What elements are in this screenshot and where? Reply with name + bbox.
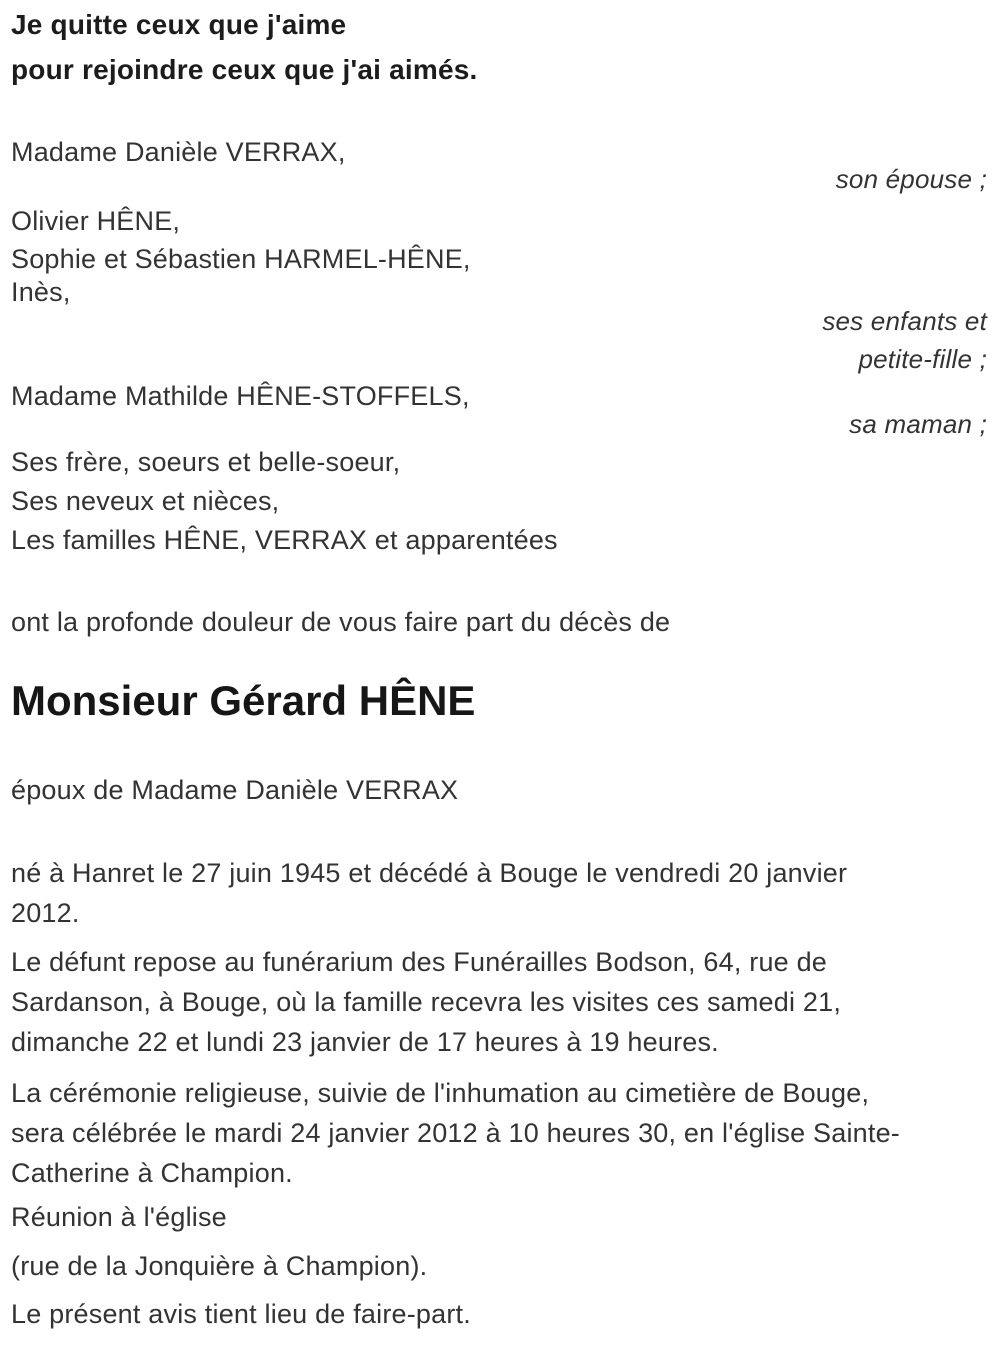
repose-line-1: Le défunt repose au funérarium des Funérailles Bodson, 64, rue de (11, 947, 828, 977)
mourner-families: Les familles HÊNE, VERRAX et apparentées (11, 525, 558, 555)
meeting-line: Réunion à l'église (11, 1202, 227, 1232)
ceremony-line-2: sera célébrée le mardi 24 janvier 2012 à 10 heures 30, en l'église Sainte- (11, 1118, 900, 1148)
attribution-children-1: ses enfants et (822, 306, 987, 336)
closing-line: Le présent avis tient lieu de faire-part. (11, 1299, 471, 1329)
epigraph-line-1: Je quitte ceux que j'aime (11, 9, 347, 40)
mourner-name-mother: Madame Mathilde HÊNE-STOFFELS, (11, 381, 470, 411)
ceremony-line-3: Catherine à Champion. (11, 1158, 293, 1188)
ceremony-line-1: La cérémonie religieuse, suivie de l'inhumation au cimetière de Bouge, (11, 1078, 870, 1108)
repose-line-3: dimanche 22 et lundi 23 janvier de 17 heures à 19 heures. (11, 1027, 719, 1057)
mourner-name-son: Olivier HÊNE, (11, 206, 181, 236)
mourner-name-granddaughter: Inès, (11, 277, 71, 307)
deceased-name-title: Monsieur Gérard HÊNE (11, 677, 476, 724)
announcement-line: ont la profonde douleur de vous faire part du décès de (11, 607, 671, 637)
mourner-name-wife: Madame Danièle VERRAX, (11, 137, 346, 167)
epigraph-line-2: pour rejoindre ceux que j'ai aimés. (11, 54, 478, 85)
spouse-line: époux de Madame Danièle VERRAX (11, 775, 459, 805)
repose-line-2: Sardanson, à Bouge, où la famille recevra les visites ces samedi 21, (11, 987, 842, 1017)
attribution-mother: sa maman ; (849, 409, 987, 439)
mourner-siblings: Ses frère, soeurs et belle-soeur, (11, 447, 401, 477)
attribution-spouse: son épouse ; (835, 164, 987, 194)
life-dates-line-2: 2012. (11, 898, 80, 928)
mourner-nephews: Ses neveux et nièces, (11, 486, 280, 516)
attribution-children-2: petite-fille ; (858, 344, 987, 374)
meeting-address-line: (rue de la Jonquière à Champion). (11, 1251, 428, 1281)
life-dates-line-1: né à Hanret le 27 juin 1945 et décédé à Bouge le vendredi 20 janvier (11, 858, 848, 888)
mourner-name-daughter: Sophie et Sébastien HARMEL-HÊNE, (11, 244, 471, 274)
